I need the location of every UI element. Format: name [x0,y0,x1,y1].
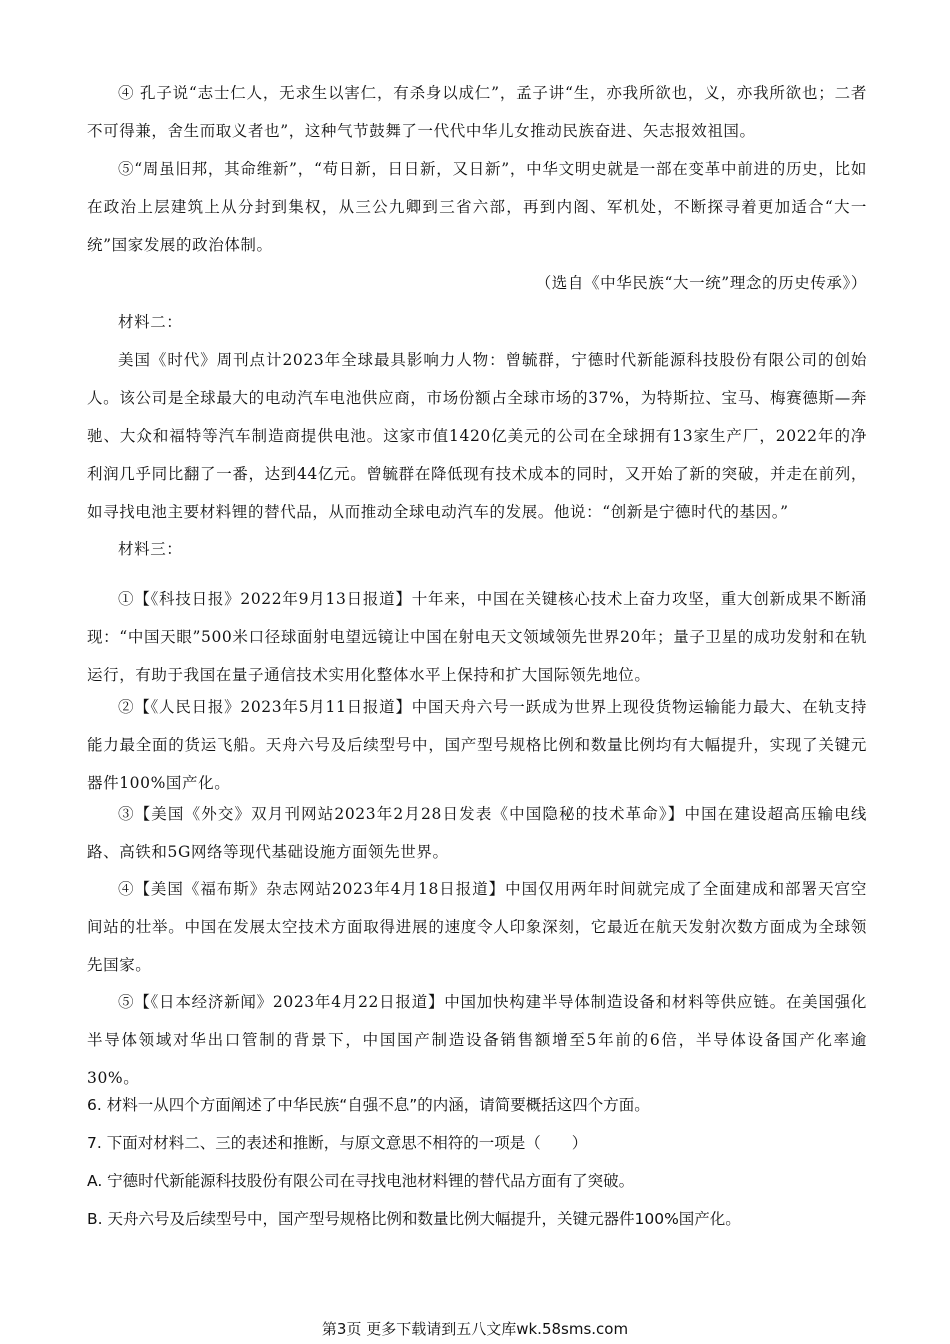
material2-body: 美国《时代》周刊点计2023年全球最具影响力人物：曾毓群，宁德时代新能源科技股份有限公司的创始人。该公司是全球最大的电动汽车电池供应商，市场份额占全球市场的37%，为特斯拉、宝马、梅赛德斯—奔驰、大众和福特等汽车制造商提供电池。这家市值1420亿美元的公司在全球拥有13家生产厂，2022年的净利润几乎同比翻了一番，达到44亿元。曾毓群在降低现有技术成本的同时，又开始了新的突破，并走在前列，如寻找电池主要材料锂的替代品，从而推动全球电动汽车的发展。他说：“创新是宁德时代的基因。” [87,351,867,521]
material3-item1: ①【《科技日报》2022年9月13日报道】十年来，中国在关键核心技术上奋力攻坚，重大创新成果不断涌现：“中国天眼”500米口径球面射电望远镜让中国在射电天文领域领先世界20年；量子卫星的成功发射和在轨运行，有助于我国在量子通信技术实用化整体水平上保持和扩大国际领先地位。 [87,590,867,684]
material2-heading: 材料二： [118,313,183,331]
material3-heading: 材料三： [118,540,183,558]
material3-item4: ④【美国《福布斯》杂志网站2023年4月18日报道】中国仅用两年时间就完成了全面建成和部署天宫空间站的壮举。中国在发展太空技术方面取得进展的速度令人印象深刻，它最近在航天发射次数方面成为全球领先国家。 [87,880,867,974]
material1-item4: ④ 孔子说“志士仁人，无求生以害仁，有杀身以成仁”，孟子讲“生，亦我所欲也，义，亦我所欲也；二者不可得兼，舍生而取义者也”，这种气节鼓舞了一代代中华儿女推动民族奋进、矢志报效祖国。 [87,84,867,140]
question-7-option-a: A. 宁德时代新能源科技股份有限公司在寻找电池材料锂的替代品方面有了突破。 [87,1172,635,1190]
page-footer: 第3页 更多下载请到五八文库wk.58sms.com [321,1320,629,1338]
material3-item5: ⑤【《日本经济新闻》2023年4月22日报道】中国加快构建半导体制造设备和材料等供应链。在美国强化半导体领域对华出口管制的背景下，中国国产制造设备销售额增至5年前的6倍，半导体设备国产化率逾30%。 [87,993,867,1087]
material3-item2: ②【《人民日报》2023年5月11日报道】中国天舟六号一跃成为世界上现役货物运输能力最大、在轨支持能力最全面的货运飞船。天舟六号及后续型号中，国产型号规格比例和数量比例均有大幅提升，实现了关键元器件100%国产化。 [87,698,867,792]
question-7: 7. 下面对材料二、三的表述和推断，与原文意思不相符的一项是（ ） [87,1134,588,1152]
question-7-option-b: B. 天舟六号及后续型号中，国产型号规格比例和数量比例大幅提升，关键元器件100%国产化。 [87,1210,741,1228]
material3-item3: ③【美国《外交》双月刊网站2023年2月28日发表《中国隐秘的技术革命》】中国在建设超高压输电线路、高铁和5G网络等现代基础设施方面领先世界。 [87,805,867,861]
material1-item5: ⑤“周虽旧邦，其命维新”，“苟日新，日日新，又日新”，中华文明史就是一部在变革中前进的历史，比如在政治上层建筑上从分封到集权，从三公九卿到三省六部，再到内阁、军机处，不断探寻着更加适合“大一统”国家发展的政治体制。 [87,160,867,254]
material1-source: （选自《中华民族“大一统”理念的历史传承》） [535,274,867,292]
question-6: 6. 材料一从四个方面阐述了中华民族“自强不息”的内涵，请简要概括这四个方面。 [87,1096,650,1114]
